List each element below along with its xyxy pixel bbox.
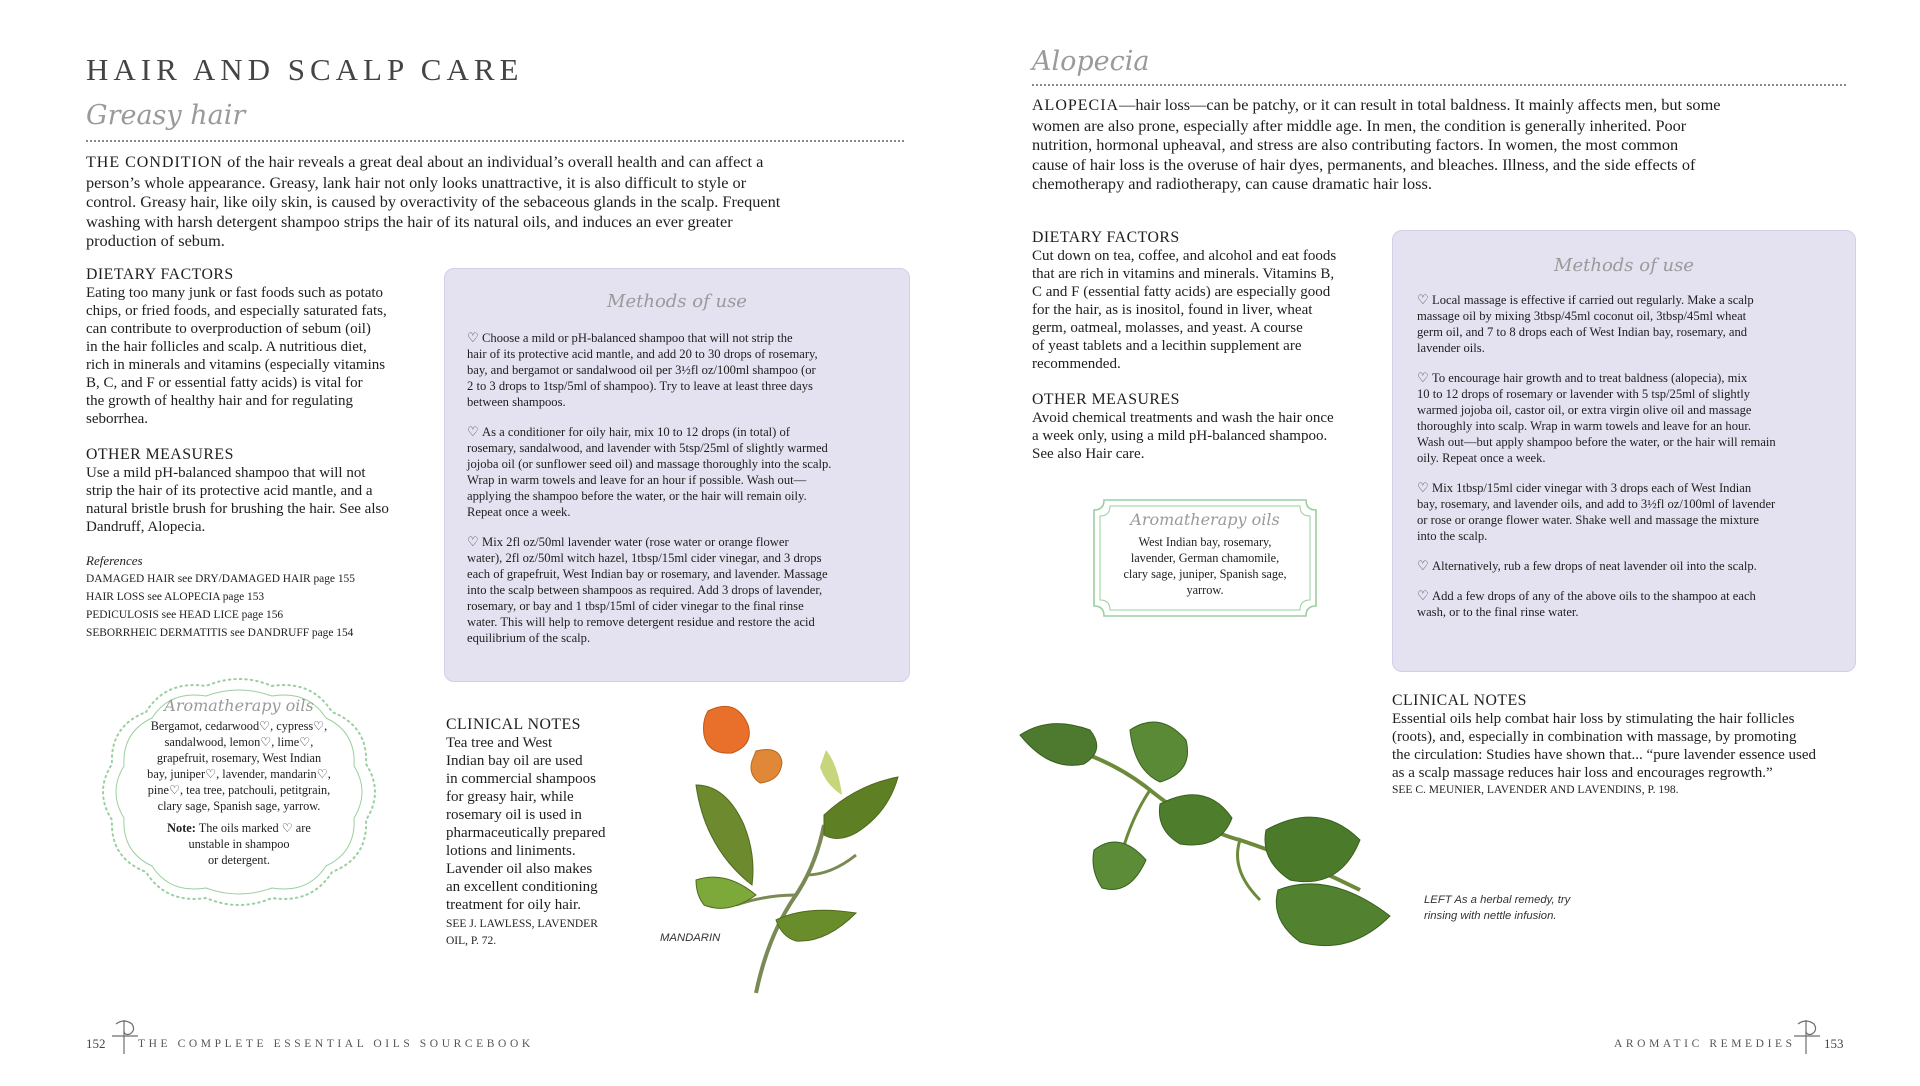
title-rule bbox=[1032, 84, 1846, 86]
heart-icon: ♡ bbox=[1417, 292, 1429, 307]
section-title-alopecia: Alopecia bbox=[1032, 46, 1150, 77]
clinical-notes-left bbox=[446, 716, 646, 950]
method-item: ♡ Mix 1tbsp/15ml cider vinegar with 3 drops each of West Indian bay, rosemary, and lavender oils, and add to 3½fl oz/100ml of lavender or rose or orange flower water. Shake well and massage the mixture into the scalp. bbox=[1417, 480, 1776, 543]
references bbox=[86, 552, 446, 642]
clinical-citation: SEE J. LAWLESS, LAVENDER OIL, P. 72. bbox=[446, 918, 598, 947]
method-item: ♡ Alternatively, rub a few drops of neat lavender oil into the scalp. bbox=[1417, 558, 1757, 573]
other-measures bbox=[1032, 391, 1382, 463]
other-measures-text: Avoid chemical treatments and wash the hair once a week only, using a mild pH-balanced shampoo. See also Hair care. bbox=[1032, 410, 1334, 462]
mandarin-caption: MANDARIN bbox=[660, 932, 721, 944]
reference-item: SEBORRHEIC DERMATITIS see DANDRUFF page 154 bbox=[86, 627, 354, 639]
method-item: ♡ Choose a mild or pH-balanced shampoo that will not strip the hair of its protective acid mantle, and add 20 to 30 drops of rosemary, bay, and bergamot or sandalwood oil per 3½fl oz/100ml shampoo (or 2 to 3 drops to 1tsp/5ml of shampoo). Try to leave at least three days between shampoos. bbox=[467, 330, 818, 409]
page-number-left: 152 bbox=[86, 1036, 106, 1051]
footer-book-title: THE COMPLETE ESSENTIAL OILS SOURCEBOOK bbox=[138, 1038, 534, 1050]
other-measures bbox=[86, 446, 436, 536]
heart-icon: ♡ bbox=[467, 424, 479, 439]
nettle-caption: LEFT As a herbal remedy, try rinsing with nettle infusion. bbox=[1424, 894, 1571, 922]
other-measures-text: Use a mild pH-balanced shampoo that will not strip the hair of its protective acid mantle, and a natural bristle brush for brushing the hair. See also Dandruff, Alopecia. bbox=[86, 465, 389, 535]
clinical-heading: CLINICAL NOTES bbox=[446, 716, 581, 733]
clinical-heading: CLINICAL NOTES bbox=[1392, 692, 1527, 709]
methods-title: Methods of use bbox=[1554, 255, 1694, 276]
chapter-title: HAIR AND SCALP CARE bbox=[86, 52, 524, 87]
method-item: ♡ Mix 2fl oz/50ml lavender water (rose water or orange flower water), 2fl oz/50ml witch hazel, 1tbsp/15ml cider vinegar, and 3 drops each of grapefruit, West Indian bay or rosemary, and lavender. Massage into the scalp between shampoos as required. Add 3 drops of lavender, rosemary, or bay and 1 tbsp/15ml of cider vinegar to the final rinse water. This will help to remove detergent residue and restore the acid equilibrium of the scalp. bbox=[467, 534, 828, 645]
other-measures-heading: OTHER MEASURES bbox=[1032, 391, 1180, 408]
note-label: Note: bbox=[167, 821, 196, 835]
dietary-heading: DIETARY FACTORS bbox=[1032, 229, 1180, 246]
dietary-heading: DIETARY FACTORS bbox=[86, 266, 234, 283]
method-item: ♡ As a conditioner for oily hair, mix 10 to 12 drops (in total) of rosemary, sandalwood, and lavender with 5tsp/25ml of slightly warmed jojoba oil (or sunflower seed oil) and massage thoroughly into the scalp. Wrap in warm towels and leave for an hour if possible. Wash out— applying the shampoo before the water, or the hair will remain oily. Repeat once a week. bbox=[467, 424, 832, 519]
ornament-icon bbox=[1792, 1018, 1822, 1056]
heart-icon: ♡ bbox=[467, 534, 479, 549]
method-item: ♡ To encourage hair growth and to treat baldness (alopecia), mix 10 to 12 drops of rosemary or lavender with 5 tsp/25ml of slightly warmed jojoba oil, castor oil, or extra virgin olive oil and massage thoroughly into scalp. Wrap in warm towels and leave for an hour. Wash out—but apply shampoo before the water, or the hair will remain oily. Repeat once a week. bbox=[1417, 370, 1776, 465]
clinical-notes-right bbox=[1392, 692, 1862, 799]
aromatherapy-list: Bergamot, cedarwood♡, cypress♡, sandalwood, lemon♡, lime♡, grapefruit, rosemary, West Indian bay, juniper♡, lavender, mandarin♡, pine♡, tea tree, patchouli, petitgrain, clary sage, Spanish sage, yarrow. Note: The oils marked ♡ are unstable in shampoo or detergent. bbox=[147, 719, 331, 867]
dietary-text: Cut down on tea, coffee, and alcohol and eat foods that are rich in vitamins and minerals. Vitamins B, C and F (essential fatty acids) are especially good for the hair, as is inositol, found in liver, wheat germ, oatmeal, molasses, and yeast. A course of yeast tablets and a lecithin supplement are recommended. bbox=[1032, 248, 1337, 372]
nettle-illustration bbox=[1010, 720, 1410, 970]
method-item: ♡ Local massage is effective if carried out regularly. Make a scalp massage oil by mixing 3tbsp/45ml coconut oil, 3tbsp/45ml wheat germ oil, and 7 to 8 drops each of West Indian bay, rosemary, and lavender oils. bbox=[1417, 292, 1754, 355]
methods-box-right bbox=[1392, 230, 1856, 672]
intro-lead: THE CONDITION bbox=[86, 154, 223, 171]
dietary-factors bbox=[86, 266, 436, 428]
intro-paragraph: THE CONDITION of the hair reveals a great deal about an individual’s overall health and can affect a person’s whole appearance. Greasy, lank hair not only looks unattractive, it is also difficult to style or control. Greasy hair, like oily skin, is caused by overactivity of the sebaceous glands in the scalp. Frequent washing with harsh detergent shampoo strips the hair of its natural oils, and induces an ever greater production of sebum. bbox=[86, 152, 781, 251]
intro-lead: ALOPECIA bbox=[1032, 97, 1120, 114]
aromatherapy-list: West Indian bay, rosemary, lavender, German chamomile, clary sage, juniper, Spanish sage, yarrow. bbox=[1123, 535, 1287, 597]
reference-item: DAMAGED HAIR see DRY/DAMAGED HAIR page 155 bbox=[86, 573, 355, 585]
clinical-text: Tea tree and West Indian bay oil are used in commercial shampoos for greasy hair, while rosemary oil is used in pharmaceutically prepared lotions and liniments. Lavender oil also makes an excellent conditioning treatment for oily hair. bbox=[446, 735, 606, 913]
page-number-right: 153 bbox=[1824, 1036, 1844, 1051]
method-item: ♡ Add a few drops of any of the above oils to the shampoo at each wash, or to the final rinse water. bbox=[1417, 588, 1756, 619]
section-title-greasy-hair: Greasy hair bbox=[86, 100, 246, 131]
ornament-icon bbox=[110, 1018, 140, 1056]
references-heading: References bbox=[86, 553, 143, 568]
mandarin-illustration bbox=[656, 705, 916, 1005]
methods-title: Methods of use bbox=[607, 291, 747, 312]
other-measures-heading: OTHER MEASURES bbox=[86, 446, 234, 463]
dietary-text: Eating too many junk or fast foods such as potato chips, or fried foods, and especially saturated fats, can contribute to overproduction of sebum (oil) in the hair follicles and scalp. A nutritious diet, rich in minerals and vitamins (especially vitamins B, C, and F or essential fatty acids) is vital for the growth of healthy hair and for regulating seborrhea. bbox=[86, 285, 387, 427]
intro-paragraph: ALOPECIA—hair loss—can be patchy, or it can result in total baldness. It mainly affects men, but some women are also prone, especially after middle age. In men, the condition is generally inherited. Poor nutrition, hormonal upheaval, and stress are also contributing factors. In women, the most common cause of hair loss is the overuse of hair dyes, permanents, and bleaches. Illness, and the side effects of chemotherapy and radiotherapy, can cause dramatic hair loss. bbox=[1032, 95, 1721, 194]
clinical-citation: SEE C. MEUNIER, LAVENDER AND LAVENDINS, P. 198. bbox=[1392, 784, 1679, 796]
aromatherapy-title: Aromatherapy oils bbox=[1130, 510, 1280, 529]
reference-item: HAIR LOSS see ALOPECIA page 153 bbox=[86, 591, 265, 603]
heart-icon: ♡ bbox=[1417, 558, 1429, 573]
heart-icon: ♡ bbox=[1417, 370, 1429, 385]
clinical-text: Essential oils help combat hair loss by stimulating the hair follicles (roots), and, especially in combination with massage, by promoting the circulation: Studies have shown that... “pure lavender essence used as a scalp massage reduces hair loss and encourages regrowth.” bbox=[1392, 711, 1817, 781]
title-rule bbox=[86, 140, 904, 142]
aromatherapy-oils-badge-right bbox=[1090, 496, 1320, 620]
heart-icon: ♡ bbox=[1417, 480, 1429, 495]
dietary-factors bbox=[1032, 229, 1382, 373]
footer-section-title: AROMATIC REMEDIES bbox=[1614, 1038, 1796, 1050]
aromatherapy-oils-badge-left bbox=[96, 672, 382, 912]
methods-box-left bbox=[444, 268, 910, 682]
heart-icon: ♡ bbox=[1417, 588, 1429, 603]
aromatherapy-title: Aromatherapy oils bbox=[164, 696, 314, 715]
reference-item: PEDICULOSIS see HEAD LICE page 156 bbox=[86, 609, 284, 621]
heart-icon: ♡ bbox=[467, 330, 479, 345]
